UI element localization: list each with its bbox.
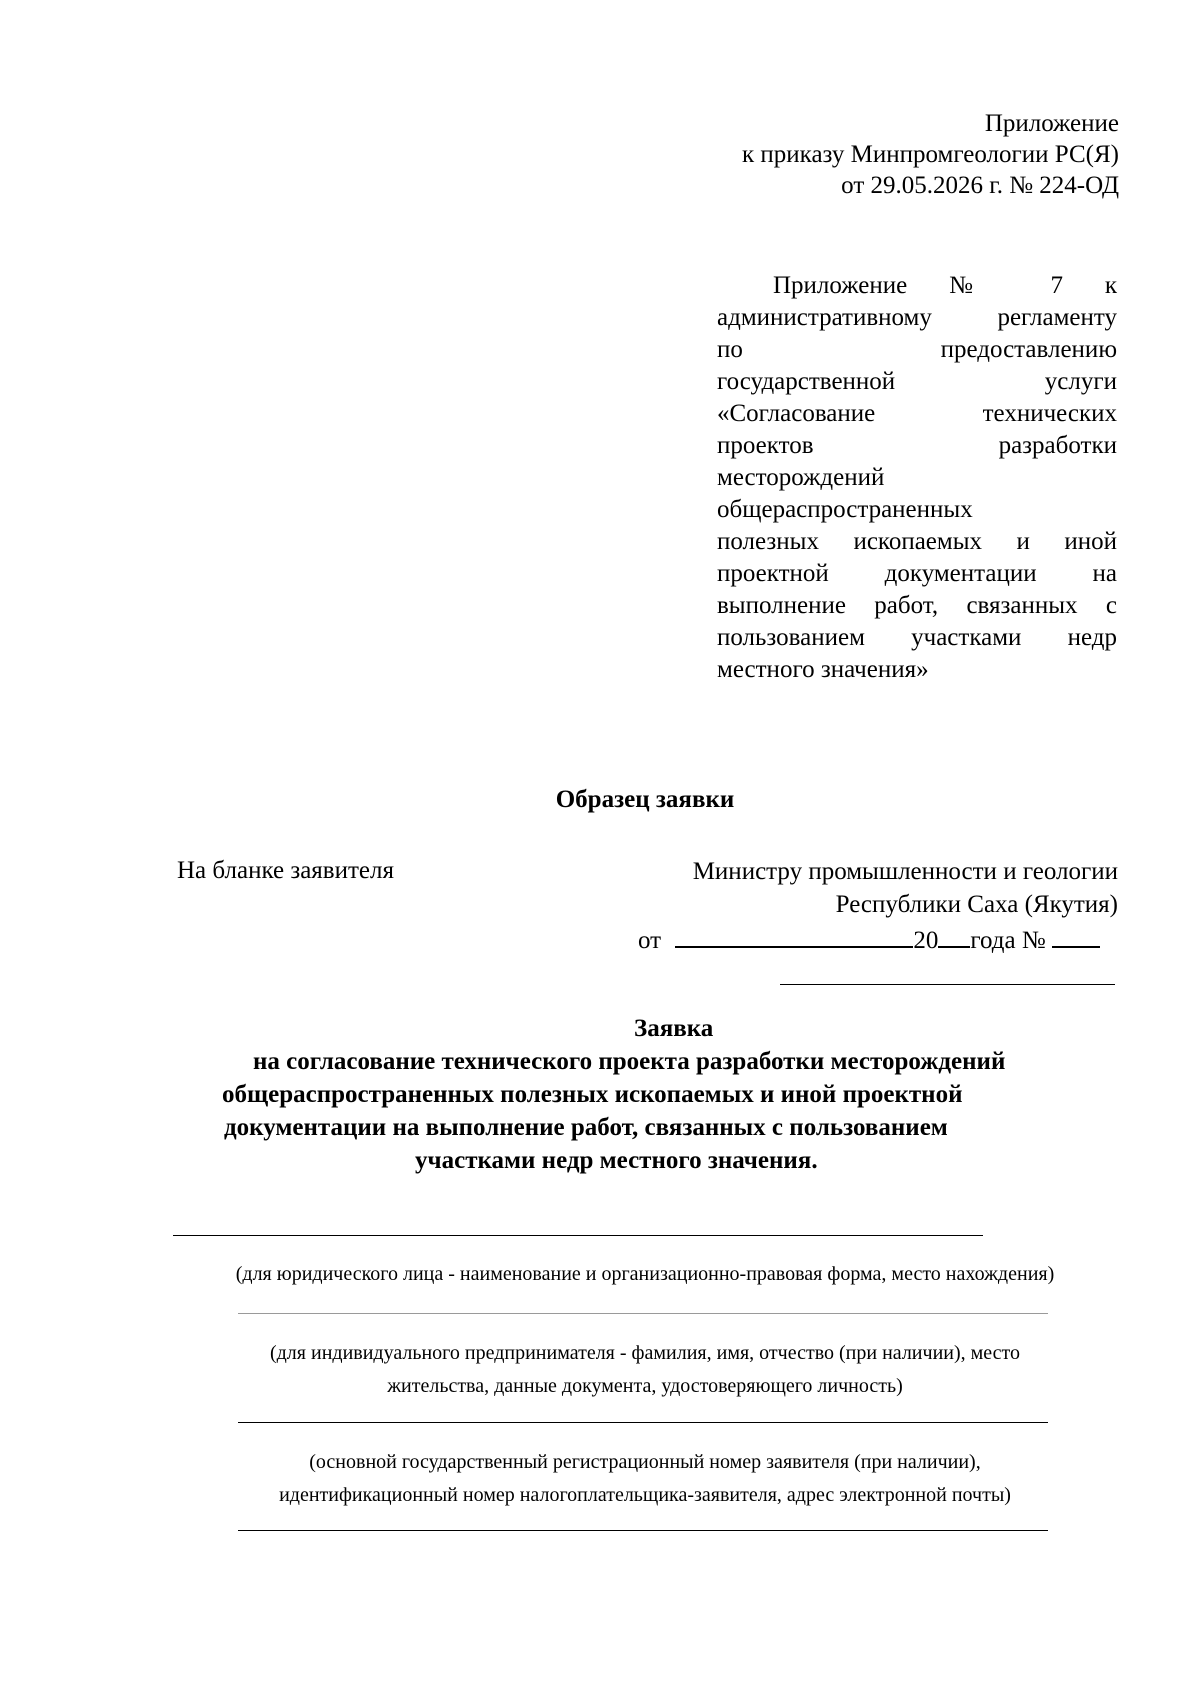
regulation-annex-line: административному регламенту: [717, 304, 1117, 331]
year-prefix: 20: [913, 927, 939, 954]
date-number-line: [638, 922, 1100, 957]
regulation-annex-line: по предоставлению: [717, 336, 1117, 363]
regulation-annex-line: «Согласование технических: [717, 400, 1117, 427]
legal-entity-caption: (для юридического лица - наименование и организационно-правовая форма, место нахождения): [235, 1263, 1055, 1285]
registration-caption-line: идентификационный номер налогоплательщика-заявителя, адрес электронной почты): [279, 1484, 1011, 1506]
application-title-line: документации на выполнение работ, связанных с пользованием: [224, 1114, 948, 1141]
registration-caption-line: (основной государственный регистрационный номер заявителя (при наличии),: [309, 1451, 981, 1473]
regulation-annex-line: пользованием участками недр: [717, 624, 1117, 651]
legal-entity-field-line[interactable]: [173, 1235, 983, 1236]
application-title-line: общераспространенных полезных ископаемых и иной проектной: [222, 1081, 963, 1108]
application-heading: Заявка: [634, 1015, 714, 1042]
order-annex-date-number: от 29.05.2026 г. № 224-ОД: [841, 172, 1119, 199]
regulation-annex-block: [717, 270, 1117, 686]
regulation-annex-line: Приложение № 7 к: [773, 272, 1117, 299]
registration-field-line[interactable]: [238, 1422, 1048, 1423]
regulation-annex-line: государственной услуги: [717, 368, 1117, 395]
application-title-line: участками недр местного значения.: [415, 1147, 818, 1174]
addressee-block: [598, 855, 1118, 921]
regulation-annex-line: проектов разработки: [717, 432, 1117, 459]
regulation-annex-line: месторождений: [717, 464, 885, 491]
year-blank[interactable]: [938, 922, 970, 948]
regulation-annex-line: проектной документации на: [717, 560, 1117, 587]
regulation-annex-line: местного значения»: [717, 656, 929, 683]
from-prefix: от: [638, 927, 662, 954]
letterhead-note: На бланке заявителя: [177, 857, 394, 884]
sample-title: Образец заявки: [555, 786, 735, 813]
final-field-line[interactable]: [238, 1530, 1048, 1531]
regulation-annex-line: общераспространенных: [717, 496, 973, 523]
order-annex-header: [559, 108, 1119, 201]
application-title-line: на согласование технического проекта разработки месторождений: [253, 1048, 1006, 1075]
number-blank[interactable]: [1052, 922, 1100, 948]
regulation-annex-line: выполнение работ, связанных с: [717, 592, 1117, 619]
entrepreneur-field-line[interactable]: [238, 1313, 1048, 1314]
regulation-annex-line: полезных ископаемых и иной: [717, 528, 1117, 555]
addressee-region: Республики Саха (Якутия): [835, 891, 1118, 918]
addressee-position: Министру промышленности и геологии: [692, 858, 1118, 885]
year-suffix: года №: [970, 927, 1046, 954]
order-annex-title: Приложение: [984, 110, 1119, 137]
entrepreneur-caption-line: жительства, данные документа, удостоверяющего личность): [387, 1375, 903, 1397]
order-annex-reference: к приказу Минпромгеологии РС(Я): [742, 141, 1119, 168]
date-blank[interactable]: [675, 922, 913, 948]
signature-blank-line[interactable]: [780, 984, 1115, 985]
entrepreneur-caption-line: (для индивидуального предпринимателя - фамилия, имя, отчество (при наличии), место: [269, 1342, 1021, 1364]
